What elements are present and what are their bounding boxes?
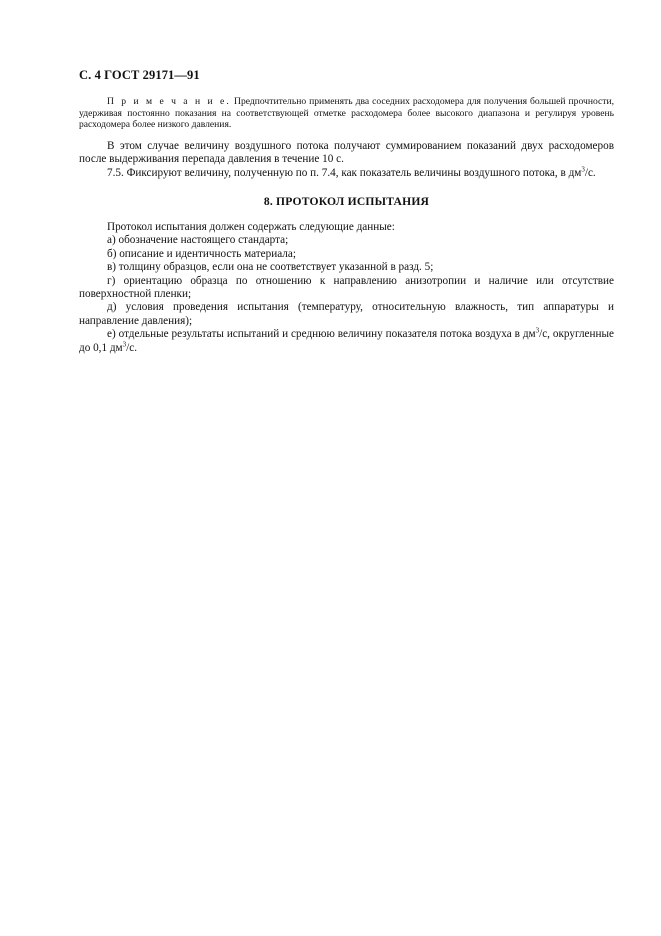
page-header: С. 4 ГОСТ 29171—91 (79, 68, 200, 82)
list-item-b: б) описание и идентичность материала; (107, 247, 296, 260)
note-text: Предпочтительно применять два соседних расходомера для получения большей прочности, удерживая постоянно показания на соответствующей отметке расходомера более высокого диапазона и регулируя уровень расходомера более низкого давления. (79, 96, 614, 131)
note-label: П р и м е ч а н и е. (107, 96, 232, 107)
list-item-f (79, 328, 614, 355)
protocol-intro: Протокол испытания должен содержать следующие данные: (107, 221, 395, 233)
document-body (79, 96, 614, 355)
paragraph-7-5-text: 7.5. Фиксируют величину, полученную по п. 7.4, как показатель величины воздушного потока, в дм (107, 166, 582, 179)
section-title: 8. ПРОТОКОЛ ИСПЫТАНИЯ (263, 195, 430, 208)
paragraph-summation: В этом случае величину воздушного потока получают суммированием показаний двух расходомеров после выдерживания перепада давления в течение 10 с. (79, 139, 614, 166)
superscript-3: 3 (581, 164, 585, 173)
paragraph-7-5-tail: /с. (584, 166, 596, 179)
superscript-3: 3 (122, 339, 127, 348)
list-item-c: в) толщину образцов, если она не соответствует указанной в разд. 5; (107, 261, 434, 274)
paragraph-7-5 (79, 164, 614, 180)
note-paragraph (79, 96, 614, 131)
superscript-3: 3 (535, 326, 540, 335)
list-item-d: г) ориентацию образца по отношению к направлению анизотропии и наличие или отсутствие поверхностной пленки; (79, 274, 614, 301)
list-item-f-part3: /с. (126, 341, 138, 354)
list-item-e: д) условия проведения испытания (температуру, относительную влажность, тип аппаратуры и направление давления); (79, 301, 614, 327)
list-item-f-part2: /с, округленные до 0,1 дм (79, 328, 614, 354)
list-item-a: а) обозначение настоящего стандарта; (107, 234, 289, 247)
list-item-f-part1: е) отдельные результаты испытаний и среднюю величину показателя потока воздуха в дм (107, 328, 536, 341)
